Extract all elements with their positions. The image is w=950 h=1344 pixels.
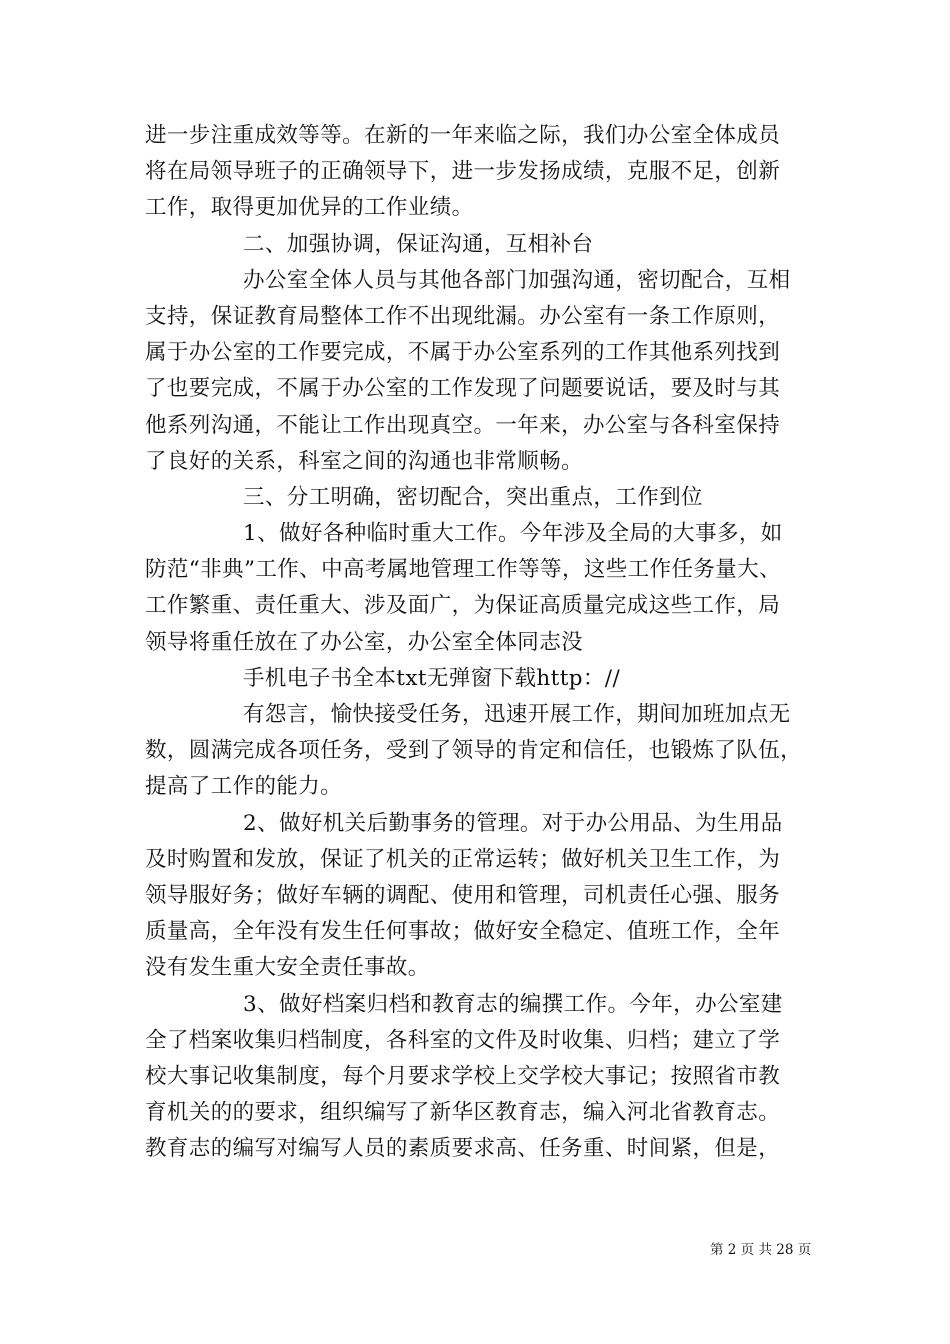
text-line: 及时购置和发放，保证了机关的正常运转；做好机关卫生工作，为: [145, 846, 781, 872]
text-line: 三、分工明确，密切配合，突出重点，工作到位: [243, 484, 703, 510]
text-line: 没有发生重大安全责任事故。: [145, 955, 430, 981]
text-line: 工作繁重、责任重大、涉及面广，为保证高质量完成这些工作，局: [145, 593, 781, 619]
text-line: 工作，取得更加优异的工作业绩。: [145, 195, 474, 221]
text-line: 2、做好机关后勤事务的管理。对于办公用品、为生用品: [243, 810, 783, 836]
text-line: 了也要完成，不属于办公室的工作发现了问题要说话，要及时与其: [145, 376, 781, 402]
text-line: 提高了工作的能力。: [145, 774, 343, 800]
text-line: 有怨言，愉快接受任务，迅速开展工作，期间加班加点无: [243, 702, 791, 727]
text-line: 领导将重任放在了办公室，办公室全体同志没: [145, 629, 584, 655]
text-line: 进一步注重成效等等。在新的一年来临之际，我们办公室全体成员: [145, 123, 781, 148]
text-line: 数，圆满完成各项任务，受到了领导的肯定和信任，也锻炼了队伍，: [145, 738, 803, 764]
text-line: 了良好的关系，科室之间的沟通也非常顺畅。: [145, 448, 584, 474]
text-line: 防范“非典”工作、中高考属地管理工作等等，这些工作任务量大、: [145, 557, 781, 583]
page-number-footer: 第 2 页 共 28 页: [710, 1242, 812, 1258]
document-body: [145, 118, 810, 1167]
text-line: 1、做好各种临时重大工作。今年涉及全局的大事多，如: [243, 521, 783, 547]
text-line: 质量高，全年没有发生任何事故；做好安全稳定、值班工作，全年: [145, 919, 781, 945]
text-line: 属于办公室的工作要完成，不属于办公室系列的工作其他系列找到: [145, 340, 781, 366]
text-line: 校大事记收集制度，每个月要求学校上交学校大事记；按照省市教: [145, 1063, 781, 1089]
text-line: 他系列沟通，不能让工作出现真空。一年来，办公室与各科室保持: [145, 412, 781, 438]
text-line: 二、加强协调，保证沟通，互相补台: [243, 231, 594, 257]
text-line: 教育志的编写对编写人员的素质要求高、任务重、时间紧，但是，: [145, 1136, 781, 1162]
text-line: 手机电子书全本txt无弹窗下载http：//: [243, 665, 621, 691]
text-line: 领导服好务；做好车辆的调配、使用和管理，司机责任心强、服务: [145, 882, 781, 908]
text-line: 全了档案收集归档制度，各科室的文件及时收集、归档；建立了学: [145, 1027, 781, 1053]
text-line: 将在局领导班子的正确领导下，进一步发扬成绩，克服不足，创新: [145, 159, 781, 185]
text-line: 办公室全体人员与其他各部门加强沟通，密切配合，互相: [243, 267, 791, 293]
text-line: 支持，保证教育局整体工作不出现纰漏。办公室有一条工作原则，: [145, 303, 781, 329]
text-line: 3、做好档案归档和教育志的编撰工作。今年，办公室建: [243, 991, 783, 1017]
text-line: 育机关的的要求，组织编写了新华区教育志，编入河北省教育志。: [145, 1100, 781, 1126]
